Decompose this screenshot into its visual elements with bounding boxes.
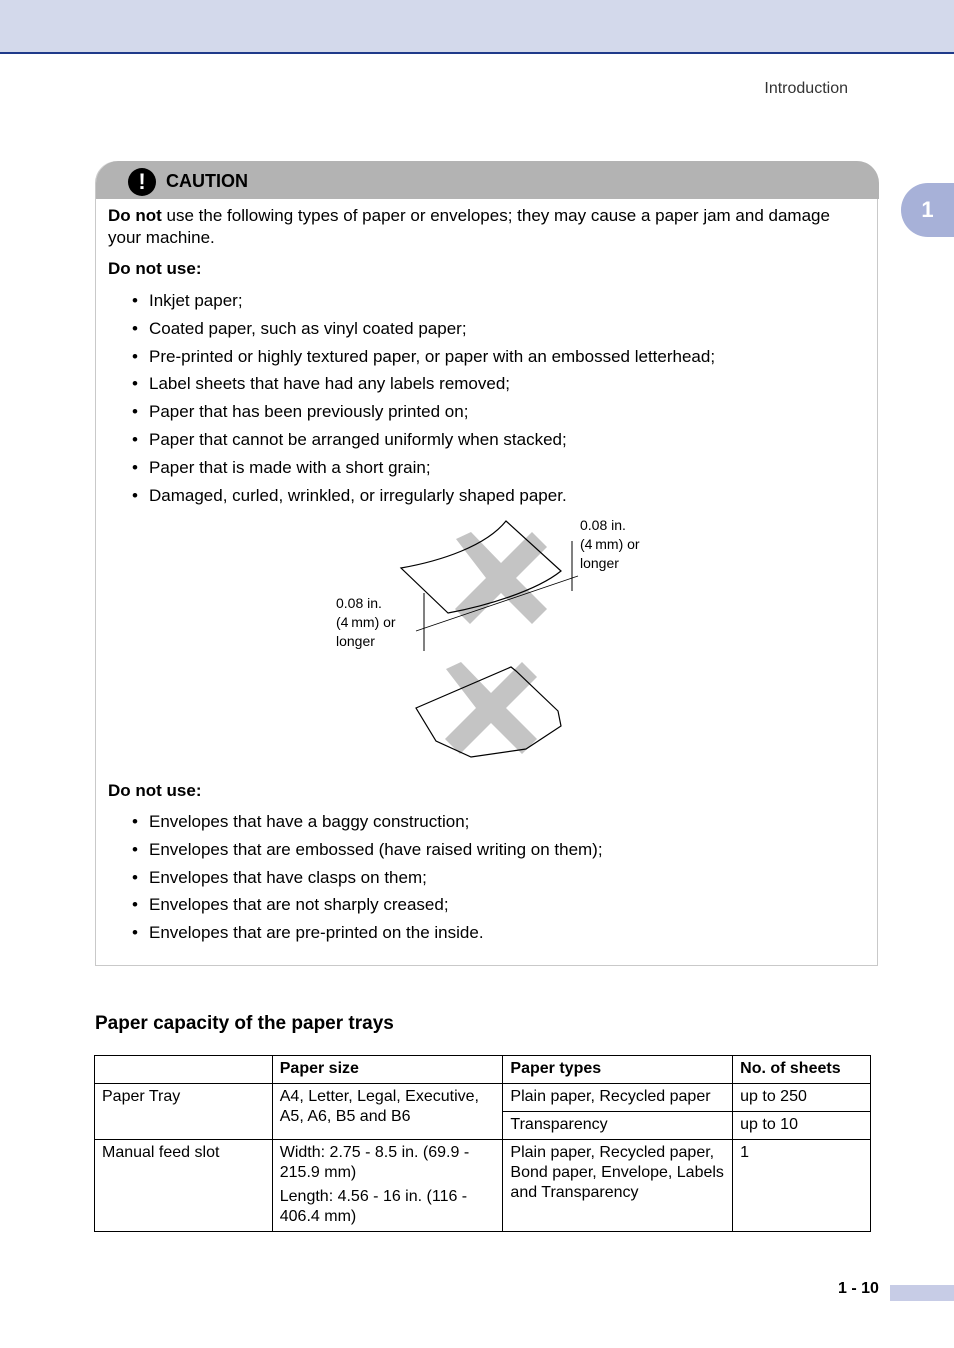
capacity-table [94,1055,871,1232]
list-item: • Coated paper, such as vinyl coated paper; [132,318,715,346]
paper-size-cell [272,1140,503,1232]
list-item: • Pre-printed or highly textured paper, or paper with an embossed letterhead; [132,346,715,374]
paper-size-cell: A4, Letter, Legal, Executive, A5, A6, B5 and B6 [272,1084,503,1140]
paper-types-cell: Transparency [503,1112,733,1140]
list-item: • Inkjet paper; [132,290,715,318]
header-band [0,0,954,54]
sheets-cell: 1 [733,1140,871,1232]
chapter-tab: 1 [901,183,954,237]
intro-text: use the following types of paper or envelopes; they may cause a paper jam and damage your machine. [108,206,830,247]
sheets-cell: up to 250 [733,1084,871,1112]
list-item: • Envelopes that are pre-printed on the inside. [132,922,603,950]
envelope-list [132,811,603,950]
table-row [95,1140,871,1232]
page-number: 1 - 10 [838,1280,879,1297]
size-length: Length: 4.56 - 16 in. (116 - 406.4 mm) [279,1188,468,1225]
paper-types-cell: Plain paper, Recycled paper [503,1084,733,1112]
section-title: Paper capacity of the paper trays [95,1013,394,1034]
size-width: Width: 2.75 - 8.5 in. (69.9 - 215.9 mm) [279,1144,470,1181]
header-cell: No. of sheets [733,1056,871,1084]
table-row [95,1084,871,1112]
list-item: • Label sheets that have had any labels removed; [132,373,715,401]
list-item: • Paper that cannot be arranged uniformly when stacked; [132,429,715,457]
list-item: • Envelopes that have clasps on them; [132,867,603,895]
envelope-heading: Do not use: [108,781,202,800]
list-item: • Envelopes that are not sharply creased; [132,894,603,922]
list-item: • Envelopes that are embossed (have raised writing on them); [132,839,603,867]
paper-types-cell: Plain paper, Recycled paper, Bond paper, Envelope, Labels and Transparency [503,1140,733,1232]
dimension-label-top: 0.08 in. (4 mm) or longer [580,517,640,571]
dimension-label-left: 0.08 in. (4 mm) or longer [336,595,396,649]
sheets-cell: up to 10 [733,1112,871,1140]
list-item: • Paper that is made with a short grain; [132,457,715,485]
list-item: • Envelopes that have a baggy construction; [132,811,603,839]
section-label: Introduction [764,80,848,97]
list-item: • Damaged, curled, wrinkled, or irregularly shaped paper. [132,485,715,513]
header-cell: Paper size [272,1056,503,1084]
exclamation-icon: ! [128,168,156,196]
tray-name-cell: Manual feed slot [95,1140,273,1232]
wrinkled-paper-figure [416,662,561,757]
caution-box [95,161,878,966]
header-cell: Paper types [503,1056,733,1084]
tray-name-cell: Paper Tray [95,1084,273,1140]
caution-title: CAUTION [166,171,248,191]
footer-band [890,1285,954,1301]
paper-heading: Do not use: [108,259,202,278]
header-cell [95,1056,273,1084]
curled-paper-figure [401,521,578,651]
table-header-row [95,1056,871,1084]
list-item: • Paper that has been previously printed on; [132,401,715,429]
intro-bold: Do not [108,206,162,225]
